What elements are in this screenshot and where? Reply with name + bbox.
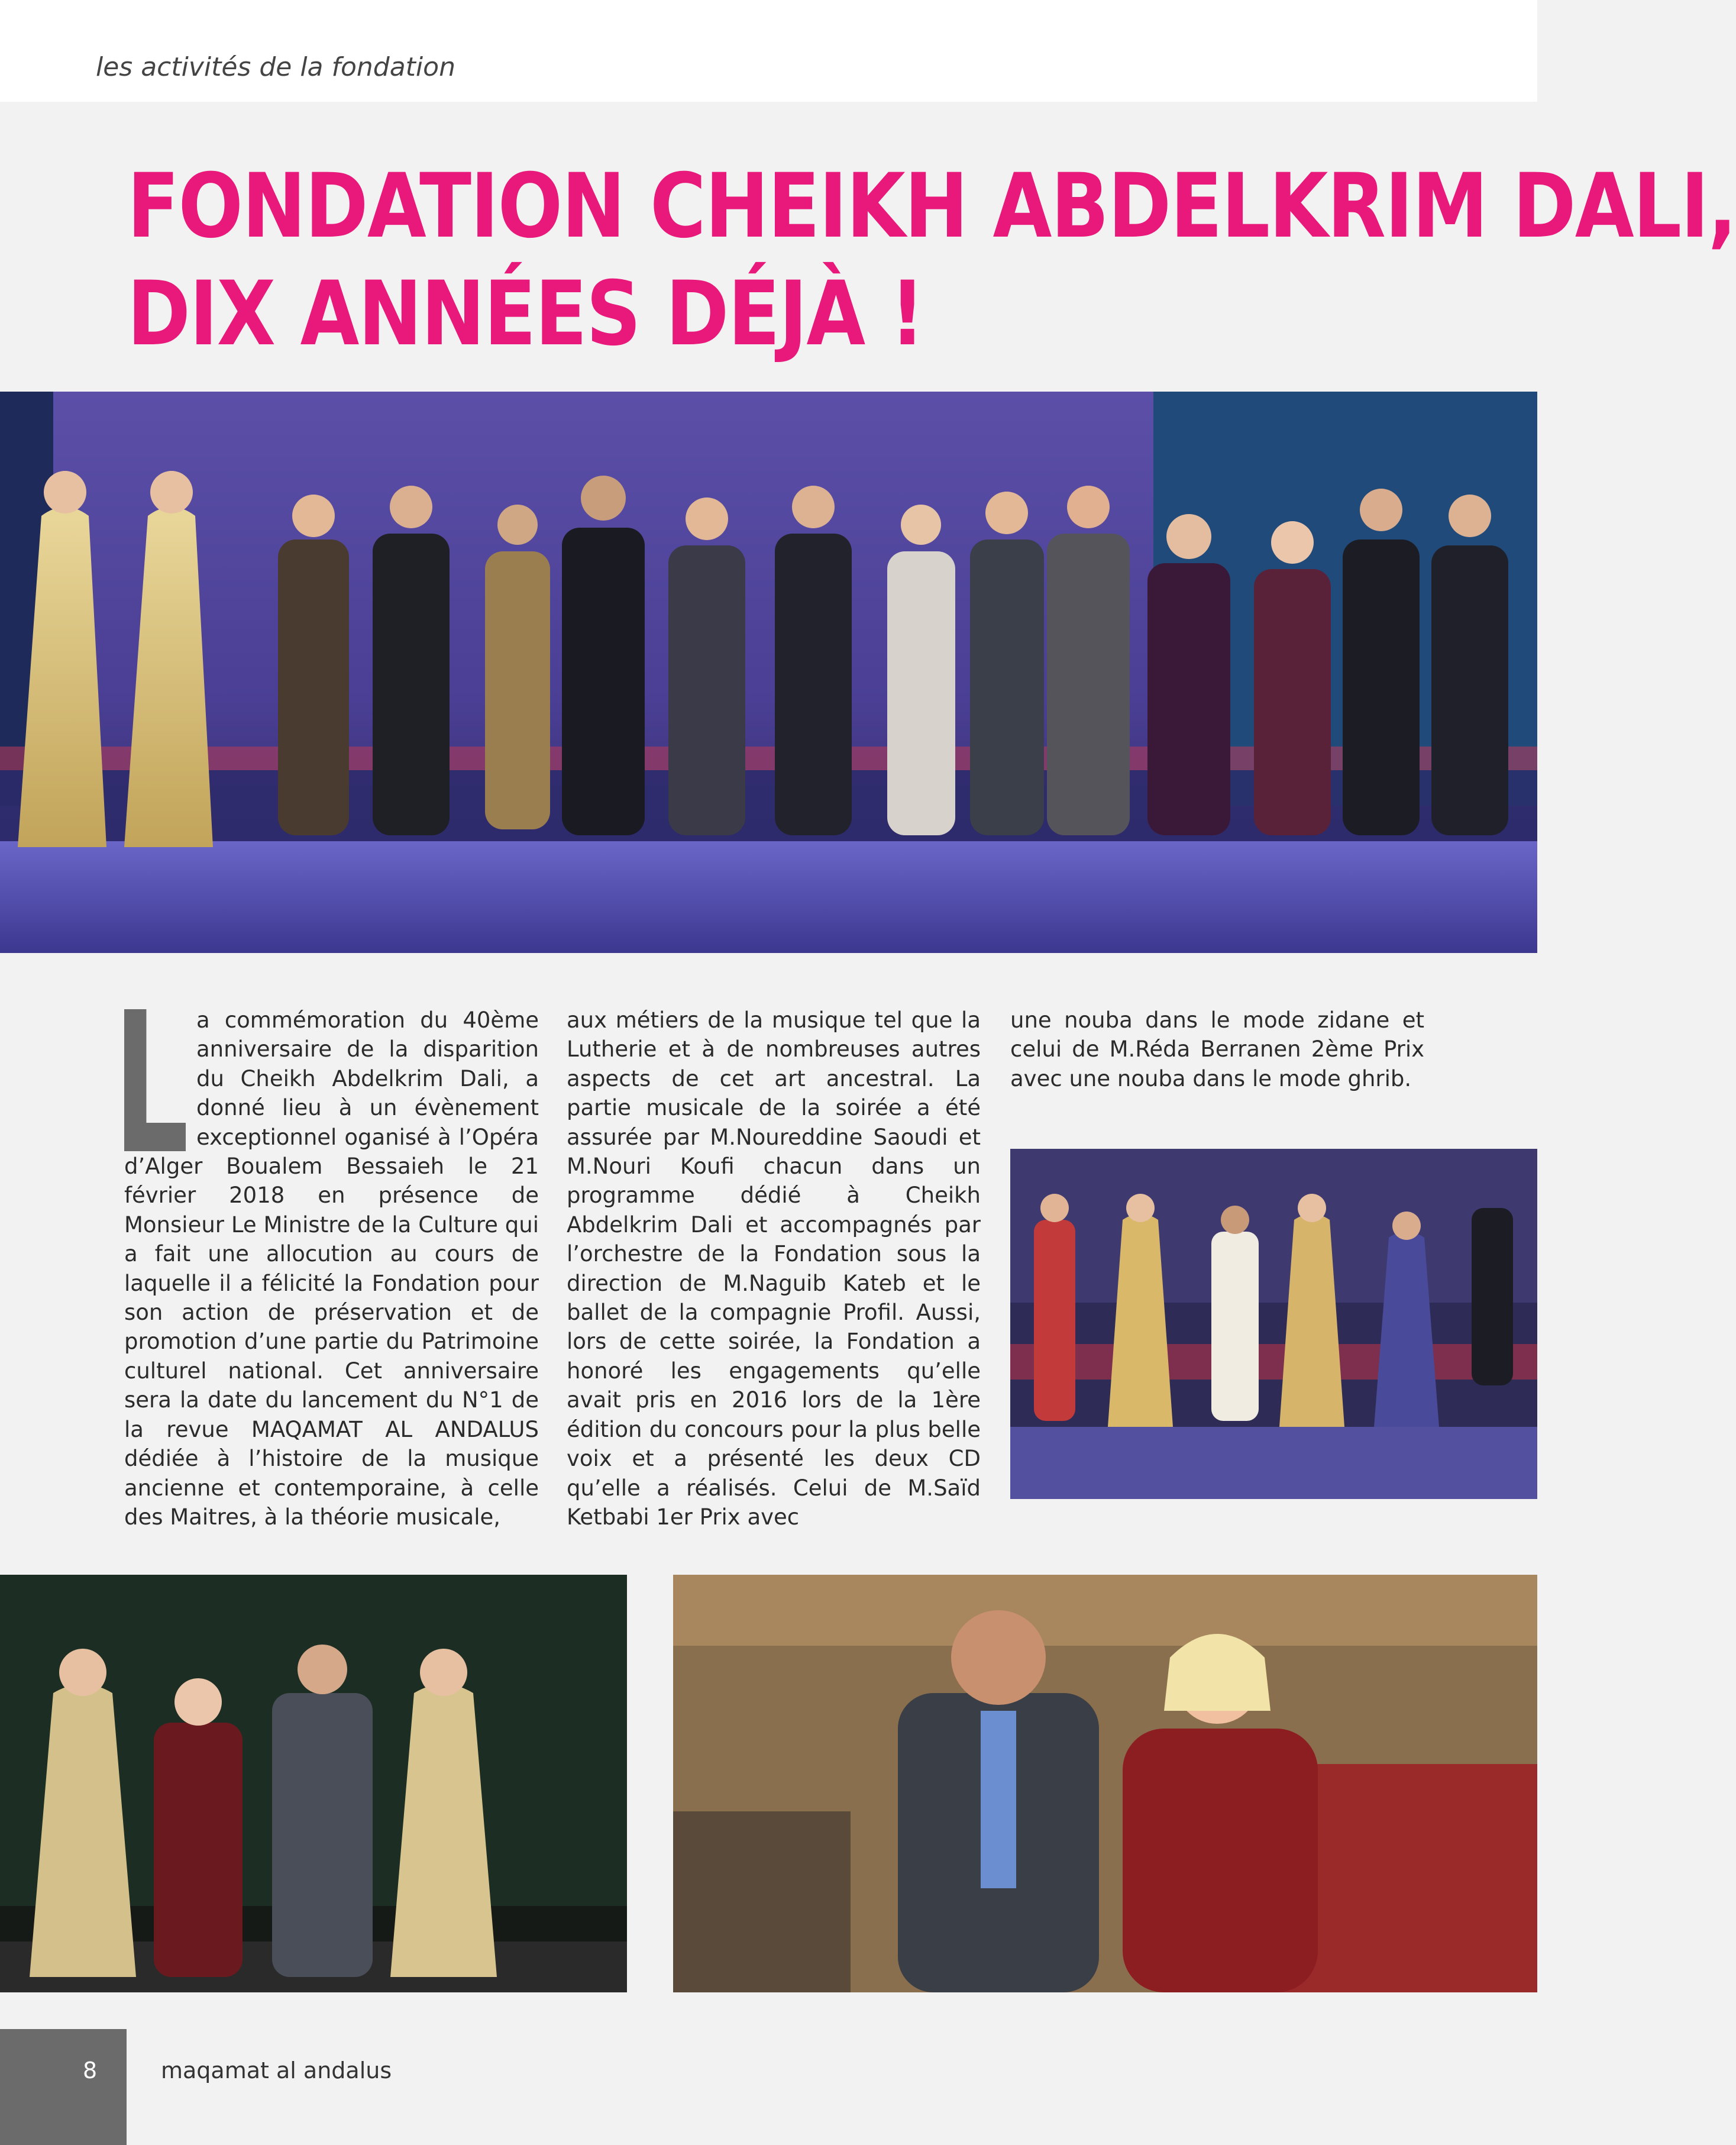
ballet-photo bbox=[1010, 1149, 1537, 1499]
column-3-text: une nouba dans le mode zidane et celui de M.Réda Berranen 2ème Prix avec une nouba dans le mode ghrib. bbox=[1010, 1007, 1424, 1091]
column-1-text: a commémoration du 40ème anniversaire de la disparition du Cheikh Abdelkrim Dali, a donné lieu à un évènement exceptionnel oganisé à l’Opéra d’Alger Boualem Bessaieh le 21 février 2018 en présence de Monsieur Le Ministre de la Culture qui a fait une allocution au cours de laquelle il a félicité la Fondation pour son action de préservation et de promotion d’une partie du Patrimoine culturel national. Cet anniversaire sera la date du lancement du N°1 de la revue MAQAMAT AL ANDALUS dédiée à l’histoire de la musique ancienne et contemporaine, à celle des Maitres, à la théorie musicale, bbox=[124, 1007, 539, 1530]
stage-group-photo bbox=[0, 392, 1537, 953]
column-2-text: aux métiers de la musique tel que la Lutherie et à de nombreuses autres aspects de cet art ancestral. La partie musicale de la soirée a été assurée par M.Noureddine Saoudi et M.Nouri Koufi chacun dans un programme dédié à Cheikh Abdelkrim Dali et accompagnés par l’orchestre de la Fondation sous la direction de M.Naguib Kateb et le ballet de la compagnie Profil. Aussi, lors de cette soirée, la Fondation a honoré les engagements qu’elle avait pris en 2016 lors de la 1ère édition du concours pour la plus belle voix et a présenté les deux CD qu’elle a réalisés. Celui de M.Saïd Ketbabi 1er Prix avec bbox=[567, 1007, 981, 1530]
article-title bbox=[127, 153, 1736, 368]
section-label: les activités de la fondation bbox=[96, 52, 455, 82]
article-title-line-2: DIX ANNÉES DÉJÀ ! bbox=[127, 263, 924, 366]
group-backstage-photo bbox=[0, 1575, 627, 1992]
article-column-1 bbox=[124, 1006, 539, 1532]
article-column-2 bbox=[567, 1006, 981, 1532]
publication-name: maqamat al andalus bbox=[161, 2057, 392, 2083]
header-band bbox=[0, 0, 1537, 102]
couple-auditorium-photo bbox=[673, 1575, 1537, 1992]
footer-tab bbox=[0, 2029, 127, 2145]
article-title-line-1: FONDATION CHEIKH ABDELKRIM DALI, bbox=[127, 155, 1736, 258]
article-column-3 bbox=[1010, 1006, 1424, 1093]
page-number: 8 bbox=[83, 2057, 98, 2083]
